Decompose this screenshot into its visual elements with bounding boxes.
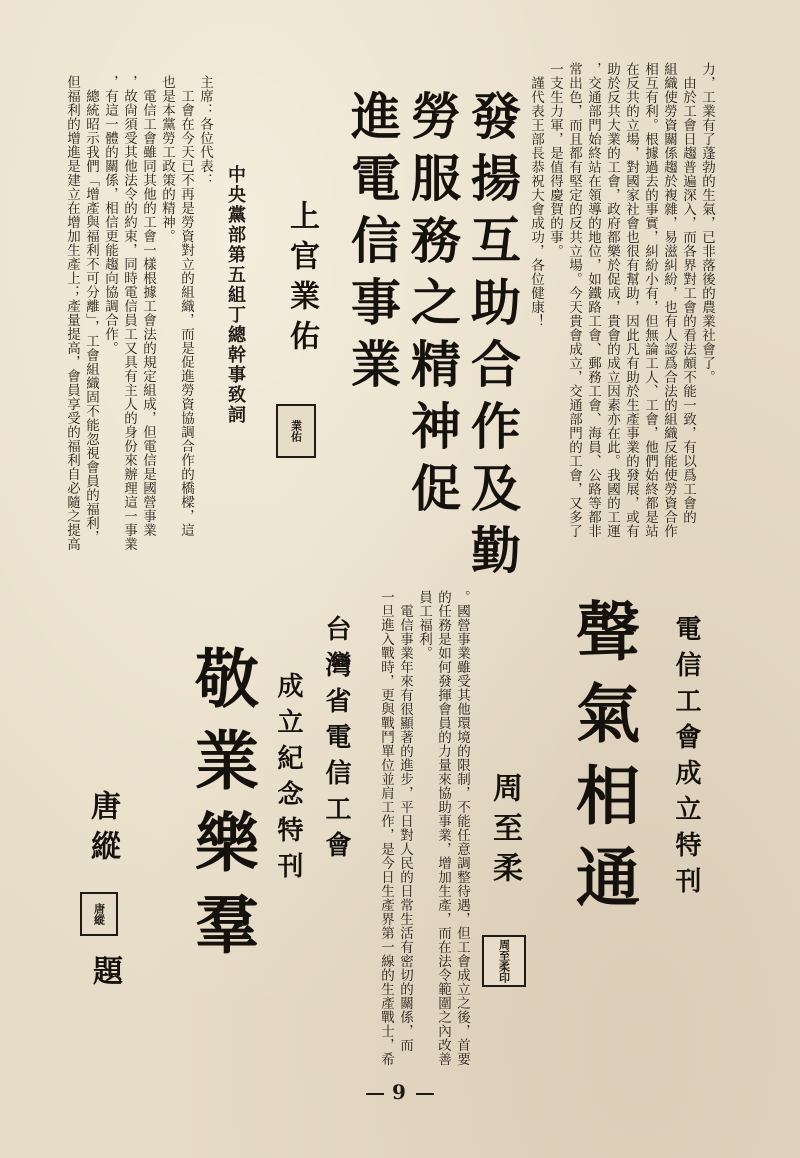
seal-stamp: 業佑 [276, 404, 316, 458]
inscription-signature: 上官業佑 [284, 200, 319, 360]
inscription-column: 勞服務之精神促 [403, 90, 462, 524]
dash-left [366, 1093, 384, 1095]
article-line: 助於反共大業的工會，政府都樂於促成，貴會的成立因素亦在此。我國的工運 [604, 62, 620, 538]
inscription-column: 進電信事業 [343, 90, 402, 400]
speech-heading: 中央黨部第五組丁總幹事致詞 [225, 165, 246, 425]
speech-line: 但福利的增進是建立在增加生產上；產量提高，會員享受的福利自必隨之提高 [64, 75, 80, 551]
inscription-header: 電信工會成立特刊 [671, 615, 701, 903]
article-line: 。國營事業雖受其他環境的限制，不能任意調整待遇，但工會成立之後，首要 [454, 590, 470, 1066]
seal-stamp: 唐縱 [80, 892, 118, 936]
article-line: 員工福利。 [416, 590, 432, 660]
speech-line: ，有這一體的關係，相信更能趨向協調合作。 [102, 75, 118, 355]
article-line: 組織使勞資關係趨於複雜，易滋糾紛，也有人認爲合法的組織反能使勞資合作 [661, 62, 677, 538]
dash-right [416, 1093, 434, 1095]
seal-stamp: 周至柔印 [482, 935, 526, 987]
inscription-header: 成立紀念特刊 [273, 672, 303, 888]
article-line: 相互有利。根據過去的事實，糾紛小有，但無論工人、工會，他們始終都是站 [642, 62, 658, 538]
speech-line: ，故尙須受其他法令的約束，同時電信員工又具有主人的身份來辦理這一事業 [121, 75, 137, 551]
inscription-column: 發揚互助合作及勤 [463, 90, 522, 586]
speech-line: 工會在今天已不再是勞資對立的組織，而是促進勞資協調合作的橋樑，這 [178, 75, 194, 537]
page-number-value: 9 [392, 1080, 408, 1104]
article-line: 力，工業有了蓬勃的生氣，已非落後的農業社會了。 [699, 62, 715, 384]
article-line: ，交通部門始終站在領導的地位，如鐵路工會、郵務工會、海員、公路等都非 [585, 62, 601, 538]
inscription-header: 台灣省電信工會 [321, 615, 351, 867]
speech-line: 總統昭示我們「增產與福利不可分離」，工會組織固不能忽視會員的福利， [83, 75, 99, 545]
inscription-main: 敬業樂羣 [184, 645, 259, 973]
article-line: 電信事業年來有很顯著的進步，平日對人民的日常生活有密切的關係，而 [397, 590, 413, 1052]
article-line: 在反共的立場，對國家社會也很有幫助，因此凡有助於生產事業的發展，或有 [623, 62, 639, 538]
inscription-suffix: 題 [87, 955, 122, 995]
article-line: 的任務是如何發揮會員的力量來協助事業，增加生產，而在法令範圍之內改善 [435, 590, 451, 1066]
inscription-main: 聲氣相通 [565, 598, 640, 926]
article-line: 謹代表王部長恭祝大會成功，各位健康！ [528, 62, 544, 328]
page-number [340, 1080, 460, 1104]
article-line: 由於工會日趨普遍深入，而各界對工會的看法頗不能一致，有以爲工會的 [680, 62, 696, 524]
article-line: 一旦進入戰時，更與戰鬥單位並肩工作，是今日生產界第一線的生產戰士，希 [378, 590, 394, 1066]
inscription-signature: 唐縱 [85, 790, 120, 870]
inscription-signature: 周至柔 [487, 772, 522, 892]
article-line: 一支生力軍，是值得慶賀的事。 [547, 62, 563, 258]
speech-line: 主席：各位代表： [197, 75, 213, 187]
speech-line: 電信工會雖同其他的工會一樣根據工會法的規定組成，但電信是國營事業 [140, 75, 156, 537]
article-line: 常出色，而且都有堅定的反共立場。今天貴會成立，交通部門的工會，又多了 [566, 62, 582, 538]
speech-line: 也是本黨勞工政策的精神。 [159, 75, 175, 243]
